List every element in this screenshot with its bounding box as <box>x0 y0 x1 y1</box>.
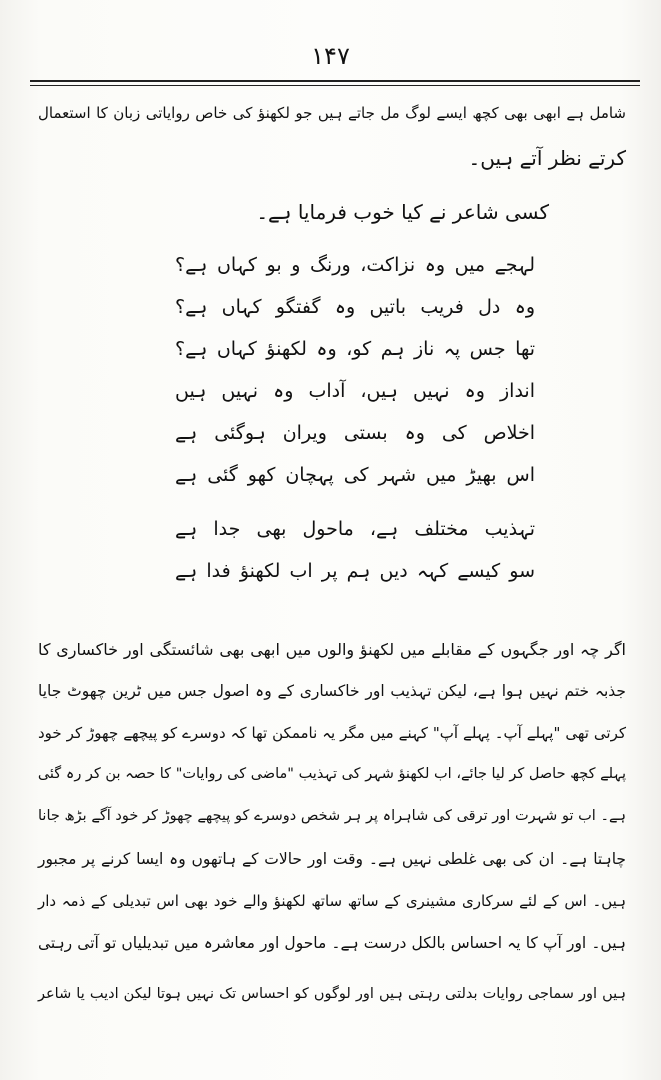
para2-line-6: چاہتا ہے۔ ان کی بھی غلطی نہیں ہے۔ وقت اور حالات کے ہاتھوں وہ ایسا کرنے پر مجبور <box>38 850 626 868</box>
para2-line-8: ہیں۔ اور آپ کا یہ احساس بالکل درست ہے۔ ماحول اور معاشرہ میں تبدیلیاں تو آتی رہتی <box>38 934 626 952</box>
verse-line-3: تھا جس پہ ناز ہم کو، وہ لکھنؤ کہاں ہے؟ <box>175 338 535 360</box>
verse-line-4: انداز وہ نہیں ہیں، آداب وہ نہیں ہیں <box>175 380 535 402</box>
para2-line-5: ہے۔ اب تو شہرت اور ترقی کی شاہراہ پر ہر شخص دوسرے کو پیچھے چھوڑ کر خود آگے بڑھ جانا <box>38 808 626 824</box>
verse-line-6: اس بھیڑ میں شہر کی پہچان کھو گئی ہے <box>175 464 535 486</box>
para2-line-7: ہیں۔ اس کے لئے سرکاری مشینری کے ساتھ ساتھ لکھنؤ والے خود بھی اس تبدیلی کے ذمہ دار <box>38 892 626 910</box>
verse-line-8: سو کیسے کہہ دیں ہم پر اب لکھنؤ فدا ہے <box>175 560 535 582</box>
verse-line-7: تہذیب مختلف ہے، ماحول بھی جدا ہے <box>175 518 535 540</box>
header-rule-thick <box>30 80 640 82</box>
para2-line-3: کرتی تھی "پہلے آپ۔ پہلے آپ" کہنے میں مگر یہ ناممکن تھا کہ دوسرے کو پیچھے چھوڑ کر خود <box>38 724 626 742</box>
para2-line-1: اگر چہ اور جگہوں کے مقابلے میں لکھنؤ والوں میں ابھی بھی شائستگی اور خاکساری کا <box>38 640 626 659</box>
verse-line-2: وہ دل فریب باتیں وہ گفتگو کہاں ہے؟ <box>175 296 535 318</box>
para2-line-2: جذبہ ختم نہیں ہوا ہے، لیکن تہذیب اور خاکساری کے وہ اصول جس میں ٹرین چھوٹ جایا <box>38 682 626 700</box>
verse-line-5: اخلاص کی وہ بستی ویران ہوگئی ہے <box>175 422 535 444</box>
verse-intro: کسی شاعر نے کیا خوب فرمایا ہے۔ <box>256 200 549 224</box>
para2-line-9: ہیں اور سماجی روایات بدلتی رہتی ہیں اور لوگوں کو احساس تک نہیں ہوتا لیکن ادیب یا شاعر <box>38 986 626 1002</box>
para1-line-2: کرتے نظر آتے ہیں۔ <box>468 146 626 170</box>
header-rule-thin <box>30 85 640 86</box>
page-number: ۱۴۷ <box>311 42 350 70</box>
verse-line-1: لہجے میں وہ نزاکت، ورنگ و بو کہاں ہے؟ <box>175 254 535 276</box>
para2-line-4: پہلے کچھ حاصل کر لیا جائے، اب لکھنؤ شہر کی تہذیب "ماضی کی روایات" کا حصہ بن کر رہ گئی <box>37 766 626 782</box>
para1-line-1: شامل ہے ابھی بھی کچھ ایسے لوگ مل جاتے ہیں جو لکھنؤ کی خاص روایاتی زبان کا استعمال <box>38 104 626 122</box>
